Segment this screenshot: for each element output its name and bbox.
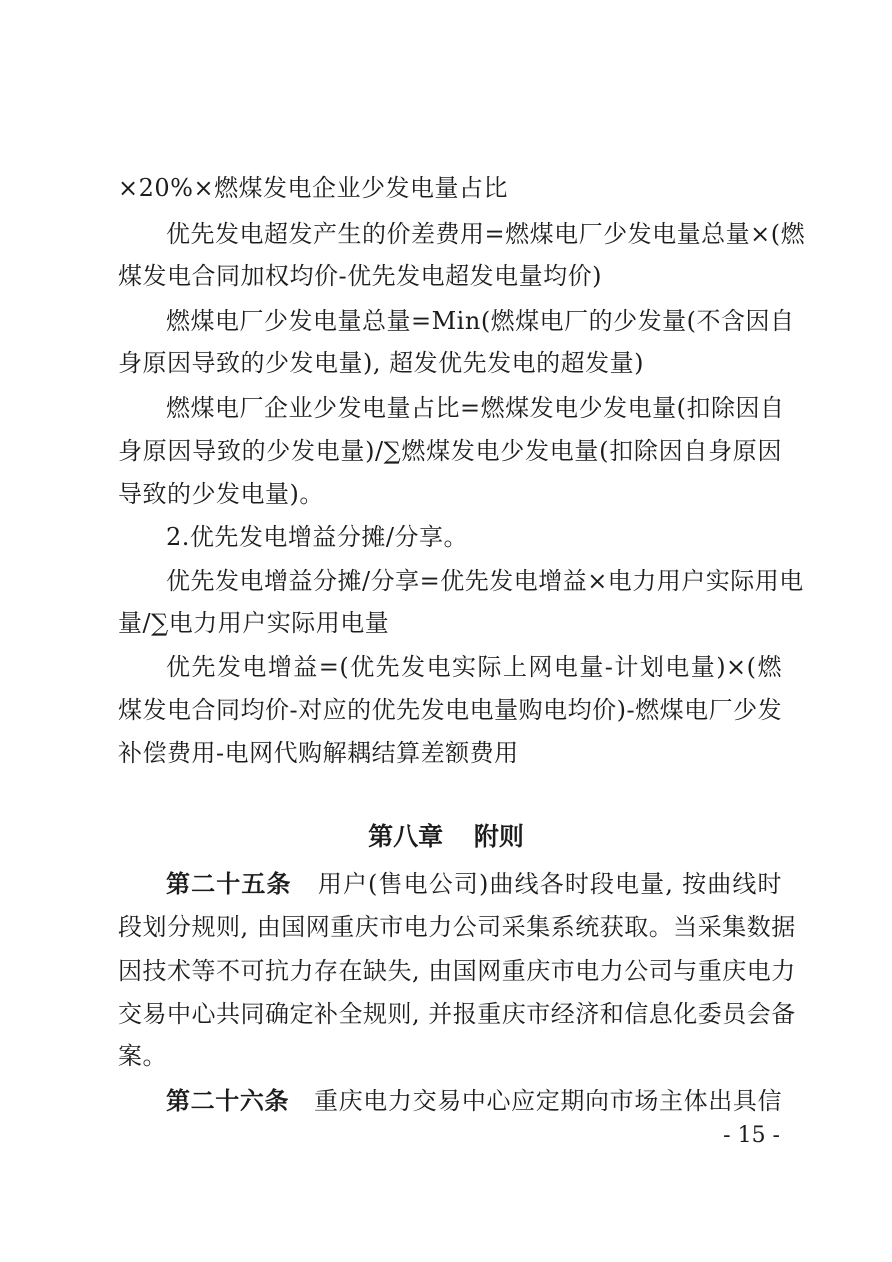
article-25-text: 用户(售电公司)曲线各时段电量, 按曲线时	[317, 870, 783, 898]
article-26-line1	[166, 1086, 782, 1116]
gain-share-formula-line1: 优先发电增益分摊/分享=优先发电增益×电力用户实际用电	[166, 567, 804, 595]
gain-formula-line1: 优先发电增益=(优先发电实际上网电量-计划电量)×(燃	[166, 653, 782, 681]
gain-formula-line2: 煤发电合同均价-对应的优先发电电量购电均价)-燃煤电厂少发	[118, 696, 783, 724]
gain-formula-line3: 补偿费用-电网代购解耦结算差额费用	[118, 739, 519, 767]
page-number: - 15 -	[723, 1123, 780, 1148]
shortfall-total-formula-line1: 燃煤电厂少发电量总量=Min(燃煤电厂的少发量(不含因自	[166, 307, 795, 335]
article-25-line3: 因技术等不可抗力存在缺失, 由国网重庆市电力公司与重庆电力	[118, 957, 796, 985]
shortfall-total-formula-line2: 身原因导致的少发电量), 超发优先发电的超发量)	[118, 349, 644, 377]
gain-share-formula-line2: 量/∑电力用户实际用电量	[118, 609, 390, 637]
price-diff-formula-line2: 煤发电合同加权均价-优先发电超发电量均价)	[118, 262, 602, 290]
shortfall-ratio-formula-line3: 导致的少发电量)。	[118, 480, 324, 508]
article-25-line1	[166, 869, 782, 899]
article-25-line5: 案。	[118, 1042, 167, 1070]
section-heading-priority-gain: 2.优先发电增益分摊/分享。	[166, 523, 468, 551]
article-25-line4: 交易中心共同确定补全规则, 并报重庆市经济和信息化委员会备	[118, 1000, 796, 1028]
shortfall-ratio-formula-line2: 身原因导致的少发电量)/∑燃煤发电少发电量(扣除因自身原因	[118, 437, 782, 465]
shortfall-ratio-formula-line1: 燃煤电厂企业少发电量占比=燃煤发电少发电量(扣除因自	[166, 394, 785, 422]
article-25-line2: 段划分规则, 由国网重庆市电力公司采集系统获取。当采集数据	[118, 913, 796, 941]
chapter-title: 第八章 附则	[368, 822, 524, 851]
article-26-label: 第二十六条	[166, 1086, 290, 1115]
article-26-text: 重庆电力交易中心应定期向市场主体出具信	[314, 1087, 783, 1115]
formula-continuation: ×20%×燃煤发电企业少发电量占比	[118, 174, 509, 202]
article-25-label: 第二十五条	[166, 869, 292, 898]
price-diff-formula-line1: 优先发电超发产生的价差费用=燃煤电厂少发电量总量×(燃	[166, 220, 806, 248]
